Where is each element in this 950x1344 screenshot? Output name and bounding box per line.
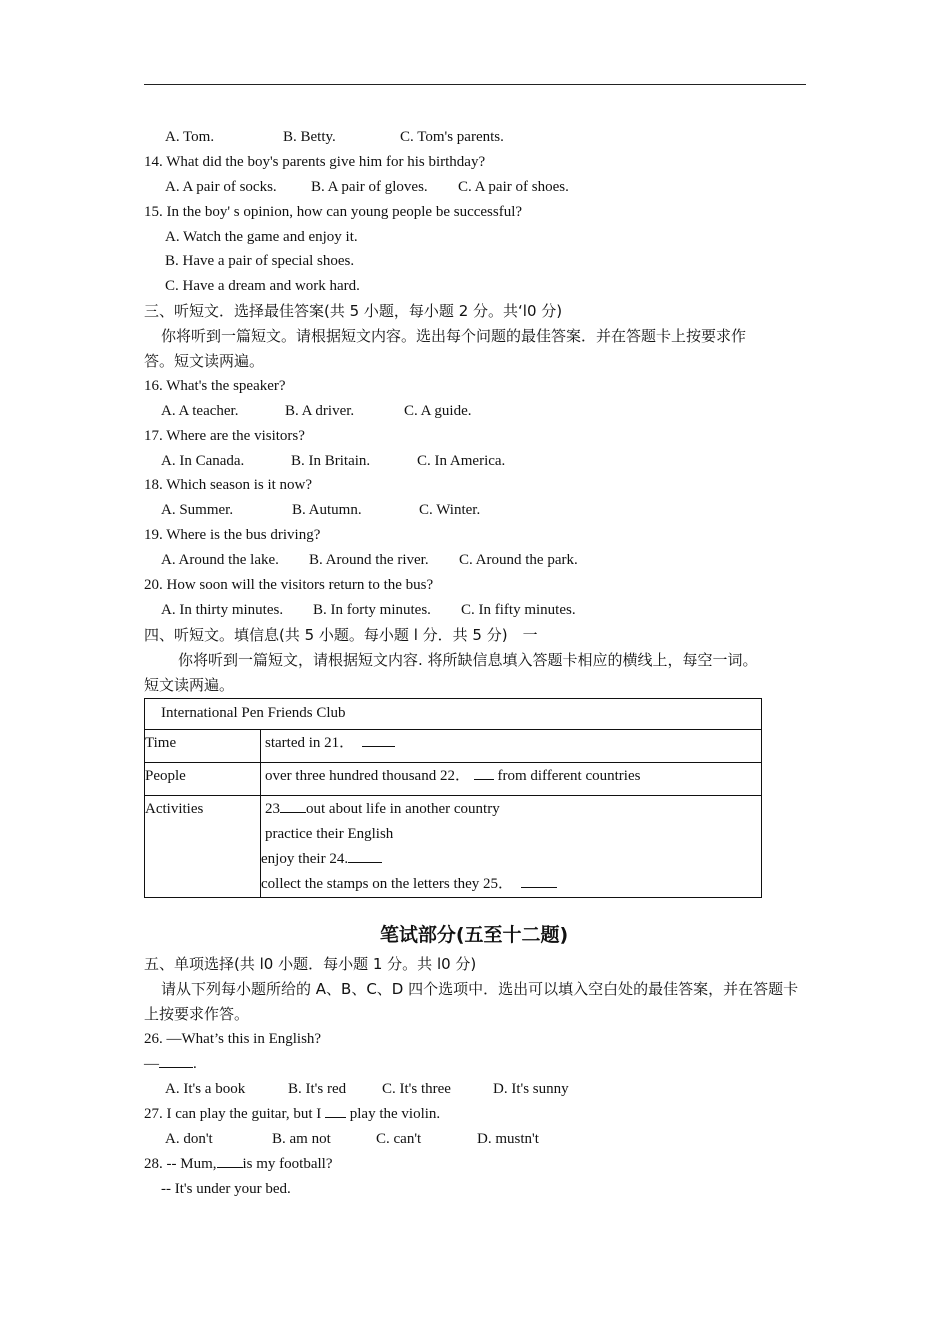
option: C. Winter.	[419, 502, 481, 519]
table-title: International Pen Friends Club	[145, 699, 762, 730]
answer-blank	[159, 1053, 193, 1068]
q28-answer: -- It's under your bed.	[161, 1180, 291, 1197]
table-row	[145, 763, 762, 796]
q15-question: 15. In the boy' s opinion, how can young people be successful?	[144, 203, 523, 220]
table-row	[145, 796, 762, 898]
dash: —	[144, 1056, 159, 1073]
q17-options	[144, 449, 814, 474]
people-text: over three hundred thousand 22．	[265, 768, 470, 785]
option: B. In Britain.	[291, 452, 371, 469]
activity-line	[261, 872, 761, 897]
answer-blank-23	[280, 798, 306, 813]
activity-text: enjoy their 24.	[261, 851, 349, 868]
q20-question: 20. How soon will the visitors return to the bus?	[144, 577, 434, 594]
section3-instruction: 你将听到一篇短文。请根据短文内容。选出每个问题的最佳答案．并在答题卡上按要求作	[161, 327, 747, 346]
option: A. It's a book	[165, 1081, 246, 1098]
option: B. A driver.	[285, 402, 355, 419]
table-row	[145, 730, 762, 763]
q14-options	[144, 175, 814, 200]
q16-question: 16. What's the speaker?	[144, 377, 286, 394]
section5-heading: 五、单项选择(共 l0 小题．每小题 1 分。共 l0 分)	[144, 955, 477, 974]
section4-instruction: 你将听到一篇短文，请根据短文内容. 将所缺信息填入答题卡相应的横线上，每空一词。	[178, 650, 758, 669]
row-value-people	[261, 763, 762, 796]
option: A. A pair of socks.	[165, 178, 277, 195]
q14-question: 14. What did the boy's parents give him for his birthday?	[144, 153, 486, 170]
section4-heading: 四、听短文。填信息(共 5 小题。每小题 l 分．共 5 分) 一	[144, 625, 538, 644]
answer-blank-22	[474, 765, 494, 780]
activity-text: collect the stamps on the letters they 25．	[261, 876, 514, 893]
activity-number: 23	[265, 801, 280, 818]
activity-line	[261, 797, 761, 822]
time-value: started in 21．	[265, 735, 355, 752]
option: C. Around the park.	[459, 552, 578, 569]
answer-blank	[325, 1103, 346, 1118]
q26-question: 26. —What’s this in English?	[144, 1031, 322, 1048]
section5-instruction: 请从下列每小题所给的 A、B、C、D 四个选项中．选出可以填入空白处的最佳答案，并在答题卡上按要求作答。	[144, 980, 799, 1024]
option: B. am not	[272, 1130, 331, 1147]
page-content	[144, 125, 814, 1202]
option: A. Around the lake.	[161, 552, 279, 569]
option: B. A pair of gloves.	[311, 178, 428, 195]
question-text: 28. -- Mum,	[144, 1155, 217, 1172]
answer-blank-24	[348, 848, 382, 863]
option: C. In America.	[417, 452, 506, 469]
q27-options	[144, 1127, 814, 1152]
row-label-time: Time	[145, 730, 261, 763]
q26-options	[144, 1077, 814, 1102]
option: A. Watch the game and enjoy it.	[165, 228, 358, 245]
section3-instruction-cont: 答。短文读两遍。	[144, 352, 265, 371]
option: B. Around the river.	[309, 552, 429, 569]
option: A. Tom.	[165, 129, 215, 145]
q19-options	[144, 548, 814, 573]
option: B. In forty minutes.	[313, 601, 431, 618]
option: A. A teacher.	[161, 402, 239, 419]
activity-line: practice their English	[265, 826, 394, 843]
row-label-activities: Activities	[145, 796, 261, 898]
option: C. It's three	[382, 1081, 451, 1098]
q28-question	[144, 1152, 814, 1177]
q27-question	[144, 1102, 814, 1127]
written-section-title: 笔试部分(五至十二题)	[379, 924, 569, 947]
q17-question: 17. Where are the visitors?	[144, 427, 305, 444]
pen-friends-table	[144, 698, 762, 898]
option: A. In thirty minutes.	[161, 601, 284, 618]
row-label-people: People	[145, 763, 261, 796]
answer-blank-25	[521, 873, 557, 888]
q18-options	[144, 498, 814, 523]
option: A. In Canada.	[161, 452, 245, 469]
option: B. It's red	[288, 1081, 347, 1098]
section4-instruction-cont: 短文读两遍。	[144, 675, 235, 694]
activity-line	[261, 847, 761, 872]
answer-blank	[217, 1153, 243, 1168]
people-text-cont: from different countries	[497, 768, 641, 785]
answer-blank-21	[362, 732, 395, 747]
activity-text: out about life in another country	[306, 801, 500, 818]
row-value-activities	[261, 796, 762, 898]
row-value-time	[261, 730, 762, 763]
option: C. A guide.	[404, 402, 472, 419]
option: B. Betty.	[283, 129, 336, 145]
question-text-cont: is my football?	[242, 1155, 333, 1172]
q18-question: 18. Which season is it now?	[144, 477, 313, 494]
option: A. don't	[165, 1130, 213, 1147]
option: C. A pair of shoes.	[458, 178, 569, 195]
section3-heading: 三、听短文．选择最佳答案(共 5 小题，每小题 2 分。共‘l0 分)	[144, 302, 563, 321]
option: C. Tom's parents.	[400, 129, 504, 145]
option: A. Summer.	[161, 502, 234, 519]
q19-question: 19. Where is the bus driving?	[144, 527, 321, 544]
option: D. It's sunny	[493, 1081, 569, 1098]
option: C. Have a dream and work hard.	[165, 278, 360, 295]
question-text-cont: play the violin.	[349, 1106, 441, 1123]
option: C. can't	[376, 1130, 422, 1147]
q20-options	[144, 598, 814, 623]
q16-options	[144, 399, 814, 424]
option: B. Autumn.	[292, 502, 362, 519]
option: C. In fifty minutes.	[461, 601, 576, 618]
header-rule	[144, 84, 806, 85]
period: .	[193, 1056, 197, 1073]
q13-options	[144, 125, 814, 150]
option: D. mustn't	[477, 1130, 539, 1147]
q26-answer-line	[144, 1052, 814, 1077]
option: B. Have a pair of special shoes.	[165, 253, 355, 270]
question-text: 27. I can play the guitar, but I	[144, 1106, 322, 1123]
